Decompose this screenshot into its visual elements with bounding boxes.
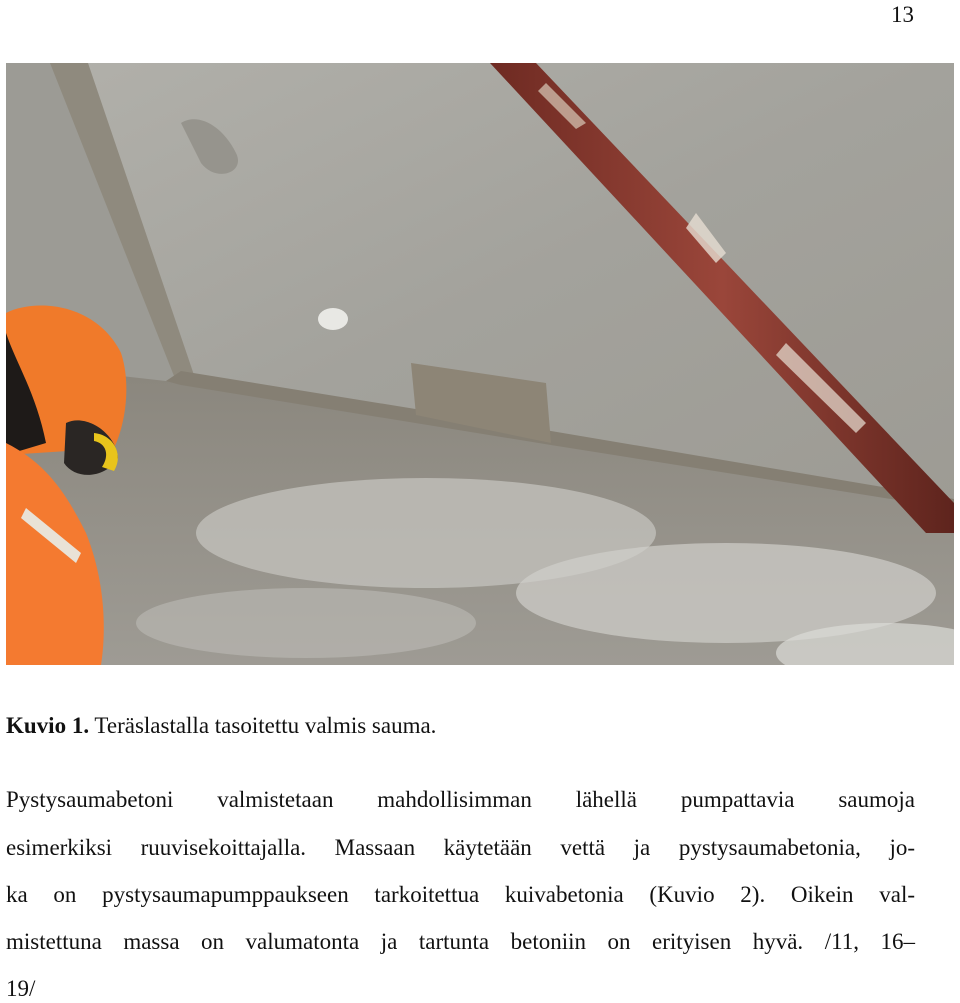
paragraph-line: mistettuna massa on valumatonta ja tartunta betoniin on erityisen hyvä. /11, 16–	[6, 929, 915, 954]
figure-photo	[6, 63, 954, 665]
caption-text: Teräslastalla tasoitettu valmis sauma.	[94, 713, 437, 738]
page-number: 13	[891, 2, 914, 27]
figure-caption	[6, 712, 436, 740]
wall-anchor	[318, 308, 348, 330]
paragraph-line: 19/	[6, 976, 36, 1001]
frost-patch	[136, 588, 476, 658]
paragraph-line: esimerkiksi ruuvisekoittajalla. Massaan käytetään vettä ja pystysaumabetonia, jo-	[6, 835, 915, 860]
paragraph-line: Pystysaumabetoni valmistetaan mahdollisimman lähellä pumpattavia saumoja	[6, 787, 915, 812]
construction-seam-photo	[6, 63, 954, 665]
paragraph-line: ka on pystysaumapumppaukseen tarkoitettua kuivabetonia (Kuvio 2). Oikein val-	[6, 882, 915, 907]
caption-label: Kuvio 1.	[6, 713, 90, 738]
